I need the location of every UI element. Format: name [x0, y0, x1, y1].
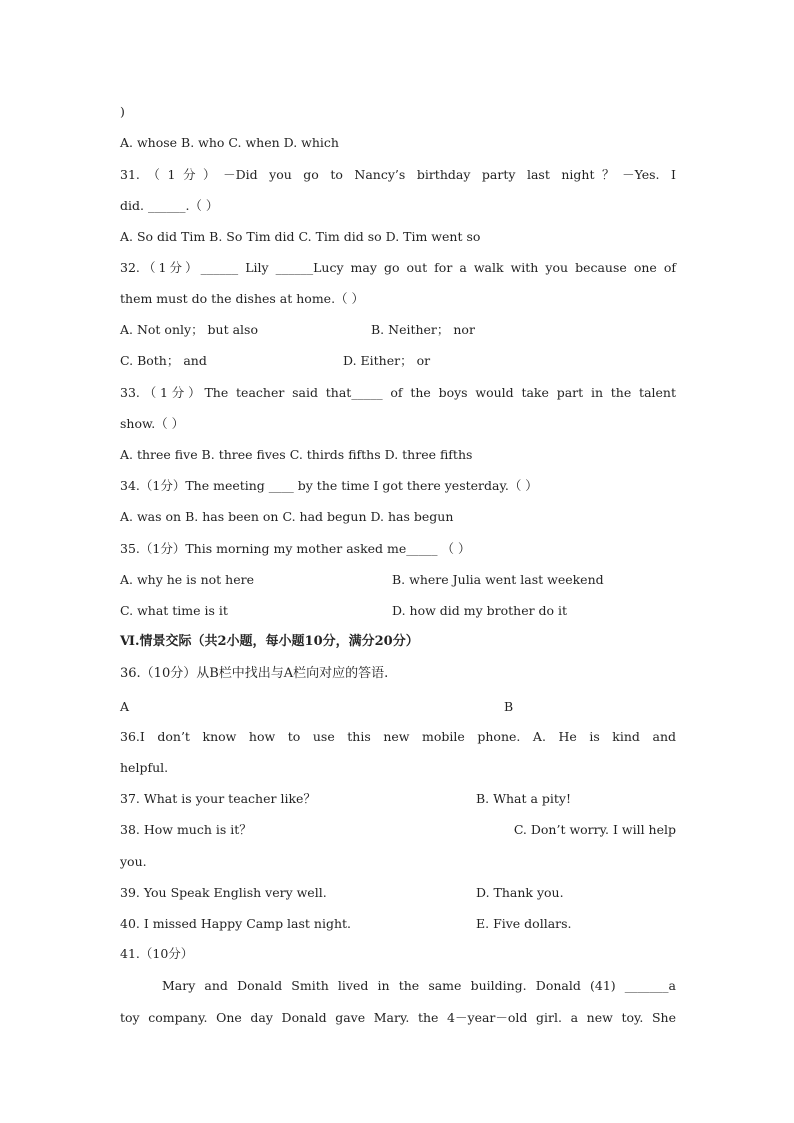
- match-d: D. Thank you.: [476, 885, 564, 900]
- match-39: 39. You Speak English very well.: [120, 885, 327, 900]
- match-38: 38. How much is it？: [120, 822, 252, 837]
- option-35a: A. why he is not here: [120, 572, 254, 587]
- match-c-cont: you.: [120, 854, 147, 869]
- options-q33: A. three five B. three fives C. thirds fifths D. three fifths: [120, 447, 473, 462]
- option-32a: A. Not only； but also: [120, 322, 258, 337]
- match-36: 36.I don’t know how to use this new mobile phone. A. He is kind and: [120, 729, 676, 744]
- match-e: E. Five dollars.: [476, 916, 572, 931]
- match-36-cont: helpful.: [120, 760, 169, 775]
- section-heading: Ⅵ.情景交际（共2小题，每小题10分，满分20分）: [120, 634, 419, 649]
- question-32: 32.（1分）______ Lily ______Lucy may go out for a walk with you because one of: [120, 260, 676, 275]
- option-35c: C. what time is it: [120, 603, 228, 618]
- question-41: 41.（10分）: [120, 946, 194, 961]
- question-36-instruction: 36.（10分）从B栏中找出与A栏向对应的答语.: [120, 666, 389, 681]
- passage-line-2: toy company. One day Donald gave Mary. the 4－year－old girl. a new toy. She: [120, 1010, 676, 1025]
- options-q34: A. was on B. has been on C. had begun D. has begun: [120, 509, 454, 524]
- question-35: 35.（1分）This morning my mother asked me_____ （ ）: [120, 541, 471, 556]
- question-31-cont: did. ______.（ ）: [120, 198, 219, 213]
- question-33: 33.（1分）The teacher said that_____ of the boys would take part in the talent: [120, 385, 676, 400]
- option-35b: B. where Julia went last weekend: [392, 572, 604, 587]
- option-32c: C. Both； and: [120, 353, 207, 368]
- option-32d: D. Either； or: [343, 353, 431, 368]
- passage-line-1: Mary and Donald Smith lived in the same building. Donald (41) _______a: [162, 978, 676, 993]
- match-37: 37. What is your teacher like？: [120, 791, 316, 806]
- option-35d: D. how did my brother do it: [392, 603, 568, 618]
- question-31: 31.（1分）－Did you go to Nancy’s birthday party last night？－Yes. I: [120, 167, 676, 182]
- column-a-label: A: [120, 699, 130, 714]
- match-b: B. What a pity!: [476, 791, 572, 806]
- question-32-cont: them must do the dishes at home.（ ）: [120, 291, 365, 306]
- match-40: 40. I missed Happy Camp last night.: [120, 916, 352, 931]
- question-34: 34.（1分）The meeting ____ by the time I got there yesterday.（ ）: [120, 478, 538, 493]
- option-32b: B. Neither； nor: [371, 322, 475, 337]
- column-b-label: B: [504, 699, 514, 714]
- options-q30: A. whose B. who C. when D. which: [120, 135, 339, 150]
- question-33-cont: show.（ ）: [120, 416, 185, 431]
- text-line: ): [120, 104, 125, 119]
- options-q31: A. So did Tim B. So Tim did C. Tim did so D. Tim went so: [120, 229, 481, 244]
- match-c: C. Don’t worry. I will help: [513, 822, 676, 837]
